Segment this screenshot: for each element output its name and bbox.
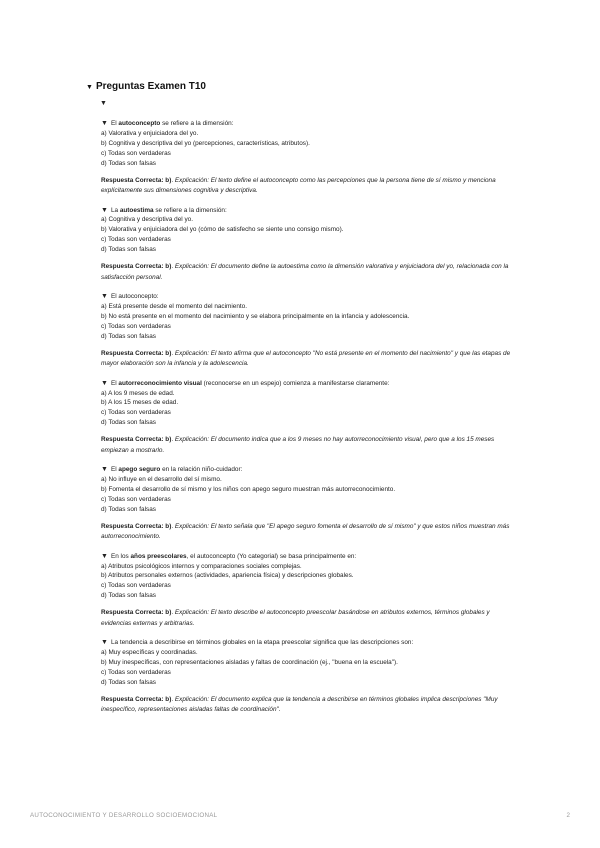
answer-option: c) Todas son verdaderas — [101, 322, 171, 330]
answer-explanation: Explicación: El documento explica que la tendencia a describirse en términos globales implica descripciones "Muy inespecífico, representaciones aisladas faltas de coordinación". — [101, 695, 498, 714]
question-list — [101, 119, 520, 716]
answer-option: b) Valorativa y enjuiciadora del yo (cómo de satisfecho se siente uno consigo mismo). — [101, 226, 344, 234]
stem-text-end: se refiere a la dimensión: — [153, 206, 227, 214]
answer-option: b) Atributos personales externos (actividades, apariencia física) y descripciones globales. — [101, 572, 354, 580]
triangle-down-icon[interactable]: ▼ — [100, 100, 107, 107]
answer-explanation: Explicación: El texto señala que "El apego seguro fomenta el desarrollo de sí mismo" y que estos niños muestran más autorreconocimiento. — [101, 522, 510, 541]
stem-text: La — [110, 206, 120, 214]
question-stem[interactable] — [101, 119, 520, 129]
stem-text: El — [110, 120, 119, 127]
correct-answer: Respuesta Correcta: b). Explicación: El texto señala que "El apego seguro fomenta el desarrollo de sí mismo" y que estos niños muestran más autorreconocimiento. — [101, 522, 510, 541]
answer-option: d) Todas son falsas — [101, 246, 156, 254]
correct-answer: Respuesta Correcta: b). Explicación: El texto describe el autoconcepto preescolar basándose en atributos externos, términos globales y evidencias externas y arbitrarias. — [101, 609, 490, 627]
stem-text: El — [110, 466, 119, 474]
answer-option: a) Cognitiva y descriptiva del yo. — [101, 216, 193, 224]
question-block — [101, 292, 520, 370]
footer-course-title: AUTOCONOCIMIENTO Y DESARROLLO SOCIOEMOCIONAL — [30, 812, 218, 819]
nested-toggle[interactable] — [100, 99, 520, 119]
answer-option: a) No influye en el desarrollo del sí mismo. — [101, 476, 222, 484]
triangle-down-icon[interactable]: ▼ — [86, 84, 93, 91]
stem-text-end: se refiere a la dimensión: — [160, 120, 234, 127]
answer-option: c) Todas son verdaderas — [101, 495, 171, 503]
answer-label: Respuesta Correcta: b) — [101, 436, 172, 444]
stem-keyword: autoestima — [119, 206, 154, 214]
answer-option: c) Todas son verdaderas — [101, 409, 171, 417]
triangle-down-icon[interactable]: ▼ — [101, 466, 108, 474]
question-block — [101, 465, 520, 543]
stem-keyword: autorreconocimiento visual — [118, 379, 202, 387]
answer-option: b) Cognitiva y descriptiva del yo (percepciones, características, atributos). — [101, 139, 310, 147]
correct-answer: Respuesta Correcta: b). Explicación: El texto define el autoconcepto como las percepciones que la persona tiene de sí mismo y menciona explícitamente sus dimensiones cognitiva y descriptiva. — [101, 176, 496, 195]
answer-option: a) Valorativa y enjuiciadora del yo. — [101, 129, 199, 137]
answer-label: Respuesta Correcta: b) — [101, 263, 172, 271]
question-stem[interactable] — [101, 465, 520, 475]
answer-explanation: Explicación: El documento indica que a los 9 meses no hay autorreconocimiento visual, pero que a los 15 meses empiezan a mostrarlo. — [101, 436, 495, 454]
answer-option: c) Todas son verdaderas — [101, 582, 171, 590]
triangle-down-icon[interactable]: ▼ — [101, 379, 108, 387]
correct-answer: Respuesta Correcta: b). Explicación: El documento explica que la tendencia a describirse en términos globales implica descripciones "Muy inespecífico, representaciones aisladas faltas de coordinación". — [101, 695, 498, 714]
correct-answer: Respuesta Correcta: b). Explicación: El texto afirma que el autoconcepto "No está presente en el momento del nacimiento" y que las etapas de mayor elaboración son la infancia y la adolescencia. — [101, 349, 511, 368]
answer-option: c) Todas son verdaderas — [101, 149, 171, 157]
answer-option: d) Todas son falsas — [101, 332, 156, 340]
correct-answer: Respuesta Correcta: b). Explicación: El documento indica que a los 9 meses no hay autorreconocimiento visual, pero que a los 15 meses empiezan a mostrarlo. — [101, 436, 495, 454]
answer-option: d) Todas son falsas — [101, 419, 156, 427]
answer-option: a) Atributos psicológicos internos y comparaciones sociales complejas. — [101, 562, 302, 570]
answer-explanation: Explicación: El documento define la autoestima como la dimensión valorativa y enjuiciadora del yo, relacionada con la satisfacción personal. — [101, 263, 509, 281]
stem-text-end: (reconocerse en un espejo) comienza a manifestarse claramente: — [201, 379, 390, 387]
question-stem[interactable] — [101, 292, 520, 302]
correct-answer: Respuesta Correcta: b). Explicación: El documento define la autoestima como la dimensión valorativa y enjuiciadora del yo, relacionada con la satisfacción personal. — [101, 263, 509, 281]
answer-label: Respuesta Correcta: b) — [101, 176, 172, 184]
answer-option: d) Todas son falsas — [101, 505, 156, 513]
answer-label: Respuesta Correcta: b) — [101, 609, 172, 617]
question-block — [101, 552, 520, 630]
question-block — [101, 206, 520, 284]
stem-text-end: , el autoconcepto (Yo categorial) se basa principalmente en: — [186, 552, 357, 560]
stem-keyword: apego seguro — [118, 466, 161, 474]
page-number: 2 — [566, 812, 570, 819]
stem-keyword: años preescolares — [130, 552, 187, 560]
stem-text: El autoconcepto: — [110, 293, 159, 301]
answer-option: c) Todas son verdaderas — [101, 236, 171, 244]
question-block — [101, 638, 520, 716]
question-stem[interactable] — [101, 206, 520, 216]
answer-explanation: Explicación: El texto define el autoconcepto como las percepciones que la persona tiene de sí mismo y menciona explícitamente sus dimensiones cognitiva y descriptiva. — [101, 176, 496, 195]
answer-label: Respuesta Correcta: b) — [101, 522, 172, 530]
answer-option: b) Muy inespecíficas, con representaciones aisladas y faltas de coordinación (ej., "buena en la escuela"). — [101, 659, 398, 666]
answer-option: b) A los 15 meses de edad. — [101, 399, 179, 407]
page-title: Preguntas Examen T10 — [95, 81, 206, 92]
stem-keyword: autoconcepto — [118, 120, 161, 127]
stem-text: En los — [110, 552, 131, 560]
triangle-down-icon[interactable]: ▼ — [101, 206, 108, 214]
question-stem[interactable] — [101, 379, 520, 389]
question-stem[interactable] — [101, 638, 520, 648]
answer-option: a) Está presente desde el momento del nacimiento. — [101, 302, 248, 310]
question — [101, 638, 520, 688]
question — [101, 379, 520, 429]
triangle-down-icon[interactable]: ▼ — [101, 120, 108, 127]
answer-option: d) Todas son falsas — [101, 159, 156, 167]
answer-option: c) Todas son verdaderas — [101, 668, 171, 676]
answer-explanation: Explicación: El texto afirma que el autoconcepto "No está presente en el momento del nacimiento" y que las etapas de mayor elaboración son la infancia y la adolescencia. — [101, 349, 511, 368]
triangle-down-icon[interactable]: ▼ — [101, 293, 108, 301]
answer-option: b) No está presente en el momento del nacimiento y se elabora principalmente en la infancia y adolescencia. — [101, 312, 410, 320]
answer-label: Respuesta Correcta: b) — [101, 695, 172, 703]
question-block — [101, 119, 520, 197]
stem-text: La tendencia a describirse en términos globales en la etapa preescolar significa que las descripciones son: — [110, 639, 414, 647]
question — [101, 119, 520, 169]
answer-option: d) Todas son falsas — [101, 678, 156, 686]
question — [101, 292, 520, 342]
answer-label: Respuesta Correcta: b) — [101, 349, 172, 357]
answer-option: b) Fomenta el desarrollo de sí mismo y los niños con apego seguro muestran más autorreconocimiento. — [101, 485, 396, 493]
stem-text-end: en la relación niño-cuidador: — [160, 466, 243, 474]
question — [101, 552, 520, 602]
toggle-heading[interactable] — [86, 80, 520, 93]
triangle-down-icon[interactable]: ▼ — [101, 552, 108, 560]
triangle-down-icon[interactable]: ▼ — [101, 639, 108, 647]
question — [101, 465, 520, 515]
answer-option: a) Muy específicas y coordinadas. — [101, 649, 198, 657]
question — [101, 206, 520, 256]
document-body — [86, 80, 520, 725]
answer-option: d) Todas son falsas — [101, 592, 156, 600]
stem-text: El — [110, 379, 119, 387]
answer-explanation: Explicación: El texto describe el autoconcepto preescolar basándose en atributos externos, términos globales y evidencias externas y arbitrarias. — [101, 609, 490, 627]
question-block — [101, 379, 520, 457]
question-stem[interactable] — [101, 552, 520, 562]
answer-option: a) A los 9 meses de edad. — [101, 389, 175, 397]
